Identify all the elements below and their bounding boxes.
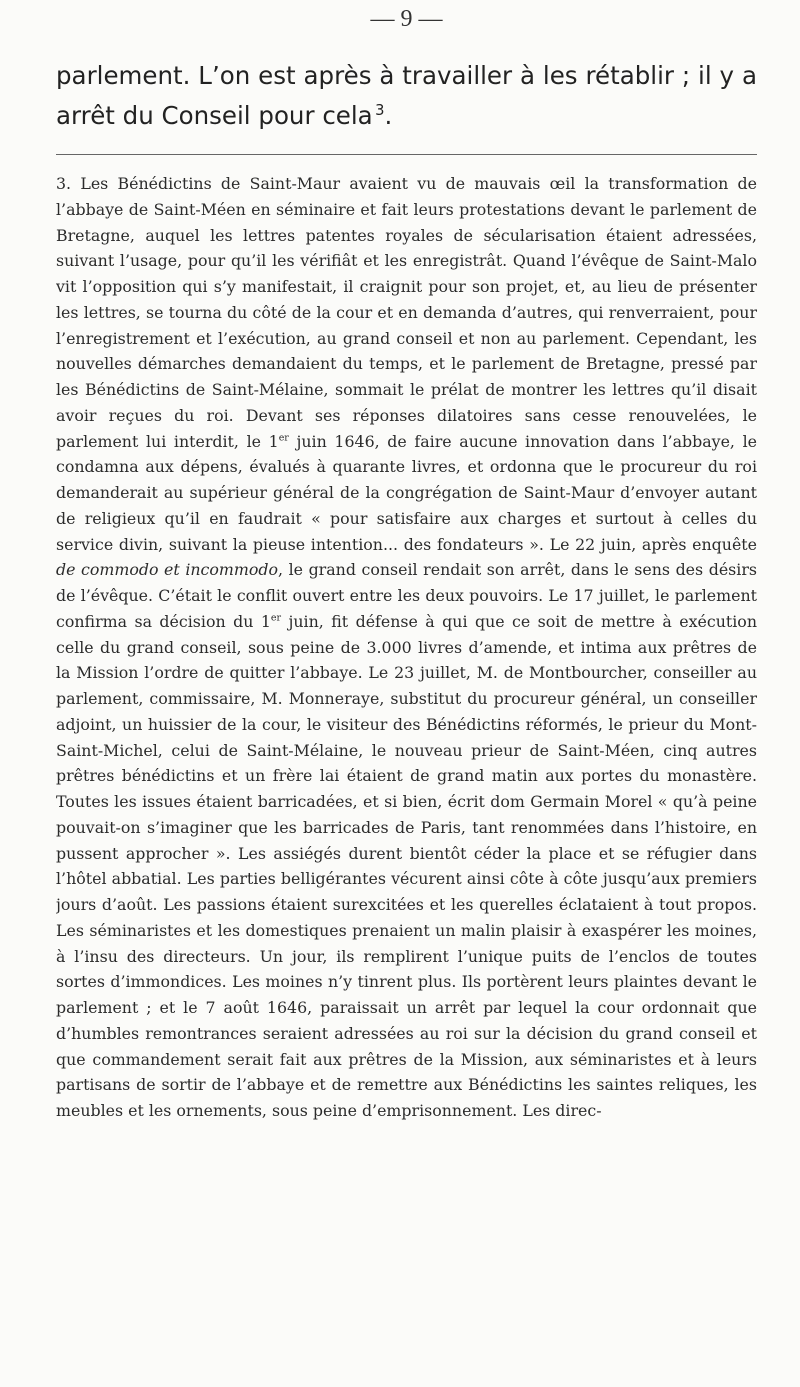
footnote-text-part3: , le grand conseil rendait son arrêt, dans le sens des désirs de l’évêque. C’était le conflit ouvert entre les deux pouvoirs. Le 17 juillet, le parlement confirma sa décision du	[56, 560, 757, 631]
ordinal-number: 1	[268, 431, 279, 451]
footnote-text-part4: juin, fit défense à qui que ce soit de mettre à exécution celle du grand conseil, sous peine de 3.000 livres d’amende, et intima aux prêtres de la Mission l’ordre de quitter l’abbaye. Le 23 juillet, M. de Montbourcher, conseiller au parlement, commissaire, M. Monneraye, substitut du procureur général, un conseiller adjoint, un huissier de la cour, le visiteur des Bénédictins réformés, le prieur du Mont-Saint-Michel, celui de Saint-Mélaine, le nouveau prieur de Saint-Méen, cinq autres prêtres bénédictins et un frère lai étaient de grand matin aux portes du monastère. Toutes les issues étaient barricadées, et si bien, écrit dom Germain Morel « qu’à peine pouvait-on s’imaginer que les barricades de Paris, tant renommées dans l’histoire, en pussent approcher ». Les assiégés durent bientôt céder la place et se réfugier dans l’hôtel abbatial. Les parties belligérantes vécurent ainsi côte à côte jusqu’aux premiers jours d’août. Les passions étaient surexcitées et les querelles éclataient à tout propos. Les séminaristes et les domestiques prenaient un malin plaisir à exaspérer les moines, à l’insu des directeurs. Un jour, ils remplirent l’unique puits de l’enclos de toutes sortes d’immondices. Les moines n’y tinrent plus. Ils portèrent leurs plaintes devant le parlement ; et le 7 août 1646, paraissait un arrêt par lequel la cour ordonnait que d’humbles remontrances seraient adressées au roi sur la décision du grand conseil et que commandement serait fait aux prêtres de la Mission, aux séminaristes et à leurs partisans de sortir de l’abbaye et de remettre aux Bénédictins les saintes reliques, les meubles et les ornements, sous peine d’emprisonnement. Les direc-	[56, 611, 757, 1120]
main-text-body: parlement. L’on est après à travailler à les rétablir ; il y a arrêt du Conseil pour cela	[56, 61, 757, 130]
footnote-text-part1: Les Bénédictins de Saint-Maur avaient vu de mauvais œil la transformation de l’abbaye de Saint-Méen en séminaire et fait leurs protestations devant le parlement de Bretagne, auquel les lettres patentes royales de sécularisation étaient adressées, suivant l’usage, pour qu’il les vérifiât et les enregistrât. Quand l’évêque de Saint-Malo vit l’opposition qui s’y manifestait, il craignit pour son projet, et, au lieu de présenter les lettres, se tourna du côté de la cour et en demanda d’autres, qui renverraient, pour l’enregistrement et l’exécution, au grand conseil et non au parlement. Cependant, les nouvelles démarches demandaient du temps, et le parlement de Bretagne, pressé par les Bénédictins de Saint-Mélaine, sommait le prélat de montrer les lettres qu’il disait avoir reçues du roi. Devant ses réponses dilatoires sans cesse renouvelées, le parlement lui interdit, le	[56, 174, 757, 451]
footnote-number: 3.	[56, 174, 72, 193]
ordinal-suffix: er	[270, 612, 282, 624]
footnote-separator	[56, 154, 757, 155]
latin-phrase: de commodo et incommodo	[56, 560, 278, 580]
ordinal-number: 1	[260, 611, 271, 631]
page-number: — 9 —	[370, 6, 443, 32]
footnote-text-part2: juin 1646, de faire aucune innovation dans l’abbaye, le condamna aux dépens, évalués à quarante livres, et ordonna que le procureur du roi demanderait au supérieur général de la congrégation de Saint-Maur d’envoyer autant de religieux qu’il en faudrait « pour satisfaire aux charges et surtout à celles du service divin, suivant la pieuse intention... des fondateurs ». Le 22 juin, après enquête	[56, 431, 757, 554]
footnote-3	[56, 171, 757, 1124]
document-page	[56, 0, 757, 1387]
footnote-reference: 3	[375, 101, 385, 119]
ordinal-suffix: er	[278, 432, 289, 444]
main-text: parlement. L’on est après à travailler à les rétablir ; il y a arrêt du Conseil pour cela $^3$.	[56, 61, 757, 130]
